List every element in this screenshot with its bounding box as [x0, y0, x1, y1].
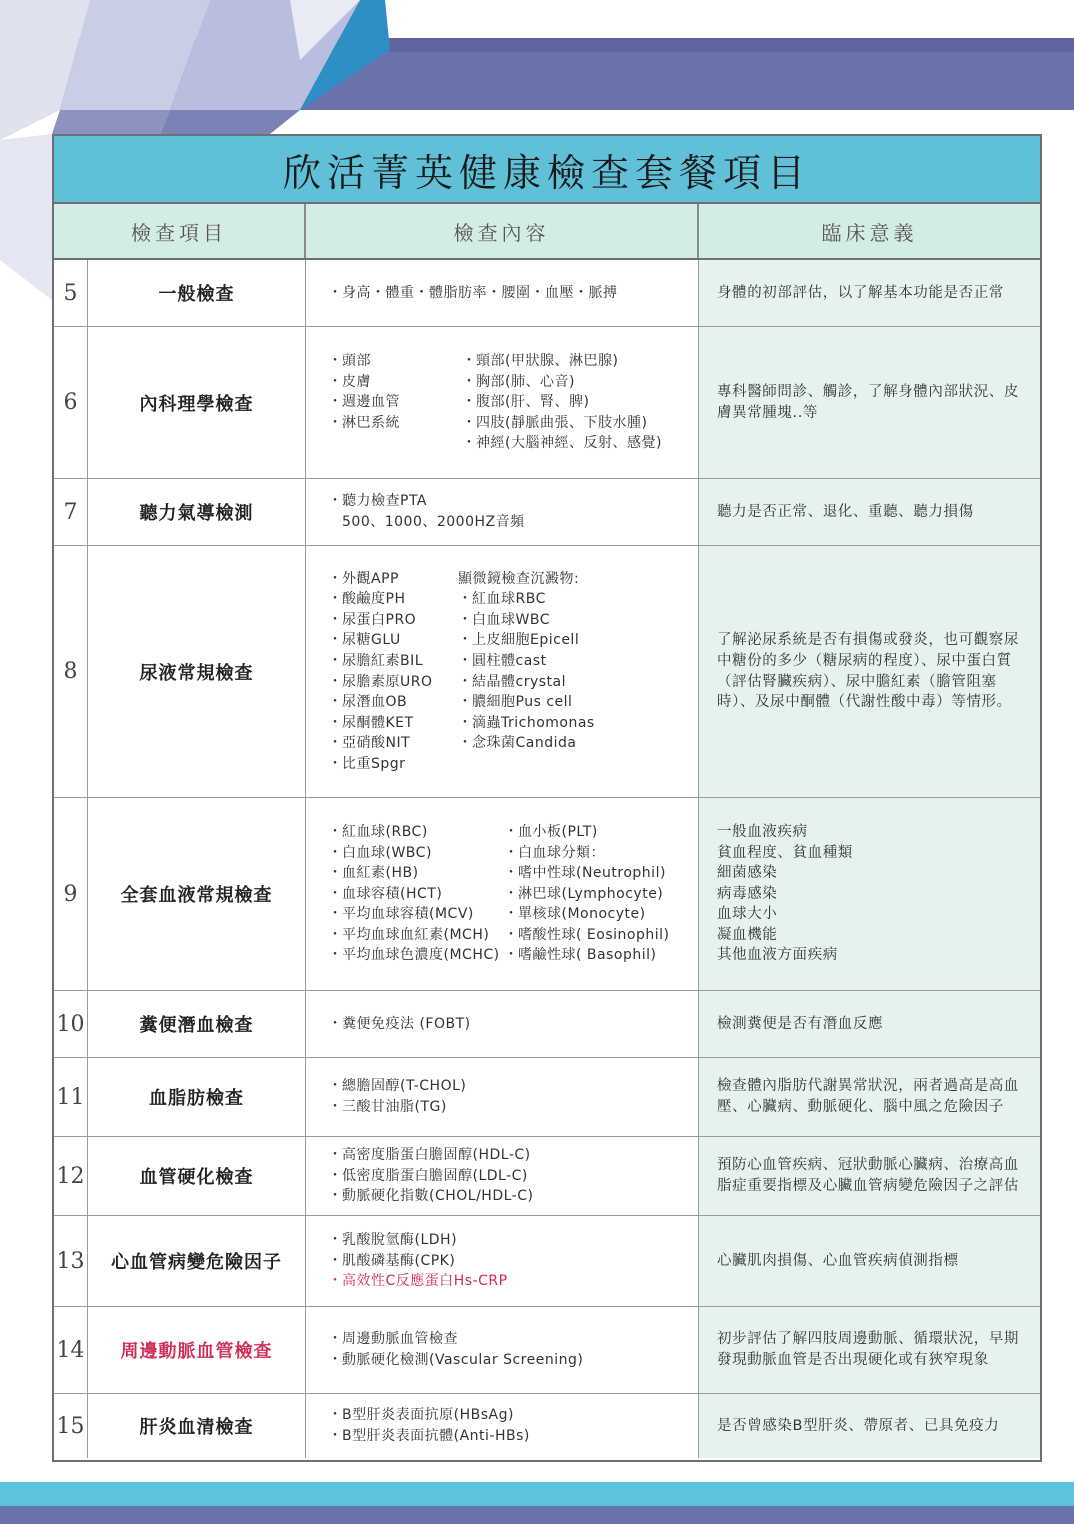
row-name: 心血管病變危險因子	[88, 1216, 306, 1306]
list-item: ・膿細胞Pus cell	[458, 694, 573, 711]
list-item: ・胸部(肺、心音)	[462, 373, 575, 390]
table-row	[54, 1307, 1040, 1394]
row-content	[306, 1394, 699, 1458]
list-item: ・亞硝酸NIT	[328, 735, 411, 752]
list-item: ・頭部	[328, 353, 371, 370]
table-row	[54, 1058, 1040, 1137]
list-item: ・身高・體重・體脂肪率・腰圍・血壓・脈搏	[328, 284, 618, 301]
list-item: ・淋巴系統	[328, 414, 400, 431]
list-item: ・尿膽素原URO	[328, 673, 433, 690]
list-item: ・平均血球色濃度(MCHC)	[328, 947, 500, 964]
facet-8	[52, 110, 170, 134]
content-list	[328, 1230, 508, 1292]
row-number: 10	[54, 991, 88, 1057]
list-item-continued: 500、1000、2000HZ音頻	[342, 514, 525, 530]
row-number: 6	[54, 327, 88, 478]
list-item: ・血球容積(HCT)	[328, 885, 443, 902]
row-content	[306, 798, 699, 990]
list-item: ・三酸甘油脂(TG)	[328, 1099, 447, 1115]
list-item: ・糞便免疫法 (FOBT)	[328, 1015, 471, 1032]
row-meaning: 專科醫師問診、觸診，了解身體內部狀況、皮膚異常腫塊..等	[699, 327, 1040, 478]
list-item: ・尿膽紅素BIL	[328, 652, 424, 669]
row-name: 尿液常規檢查	[88, 546, 306, 797]
list-item: ・平均血球血紅素(MCH)	[328, 926, 490, 943]
list-item: ・動脈硬化指數(CHOL/HDL-C)	[328, 1188, 534, 1205]
content-list	[328, 283, 618, 304]
list-item: ・圓柱體cast	[458, 652, 547, 669]
list-item: ・頸部(甲狀腺、淋巴腺)	[462, 353, 619, 370]
list-item: ・白血球分類：	[504, 844, 605, 861]
facet-6	[160, 110, 300, 134]
row-content	[306, 546, 699, 797]
list-item: ・尿蛋白PRO	[328, 611, 417, 628]
content-list	[328, 351, 462, 454]
header-item: 檢查項目	[54, 204, 306, 258]
list-item: ・嗜酸性球( Eosinophil)	[504, 926, 670, 943]
row-content	[306, 1307, 699, 1393]
bottom-band-dark	[0, 1506, 1074, 1524]
list-item: ・上皮細胞Epicell	[458, 632, 580, 649]
row-content	[306, 260, 699, 326]
row-name: 全套血液常規檢查	[88, 798, 306, 990]
content-list	[328, 822, 504, 966]
row-number: 14	[54, 1307, 88, 1393]
content-list	[328, 1405, 530, 1446]
list-item: ・B型肝炎表面抗體(Anti-HBs)	[328, 1428, 530, 1444]
list-item: ・尿糖GLU	[328, 632, 401, 649]
list-item: ・尿酮體KET	[328, 714, 414, 731]
row-meaning: 初步評估了解四肢周邊動脈、循環狀況，早期發現動脈血管是否出現硬化或有狹窄現象	[699, 1307, 1040, 1393]
list-item: ・總膽固醇(T-CHOL)	[328, 1078, 467, 1095]
list-item: ・肌酸磷基酶(CPK)	[328, 1252, 456, 1269]
row-content	[306, 479, 699, 545]
list-item: ・四肢(靜脈曲張、下肢水腫)	[462, 414, 648, 431]
row-name: 血脂肪檢查	[88, 1058, 306, 1136]
row-meaning	[699, 798, 1040, 990]
row-number: 5	[54, 260, 88, 326]
list-item-highlight: ・高效性C反應蛋白Hs-CRP	[328, 1273, 508, 1290]
list-item: ・周邊動脈血管檢查	[328, 1331, 458, 1348]
row-content	[306, 1058, 699, 1136]
list-item: ・血小板(PLT)	[504, 823, 598, 840]
row-meaning: 預防心血管疾病、冠狀動脈心臟病、治療高血脂症重要指標及心臟血管病變危險因子之評估	[699, 1137, 1040, 1215]
content-list	[328, 491, 525, 532]
table-row	[54, 1137, 1040, 1216]
row-meaning: 檢測糞便是否有潛血反應	[699, 991, 1040, 1057]
meaning-item: 病毒感染	[717, 885, 778, 902]
row-name: 糞便潛血檢查	[88, 991, 306, 1057]
table-header	[54, 204, 1040, 260]
row-name: 周邊動脈血管檢查	[88, 1307, 306, 1393]
table-row	[54, 479, 1040, 546]
list-item: ・嗜中性球(Neutrophil)	[504, 865, 666, 882]
list-item: ・低密度脂蛋白膽固醇(LDL-C)	[328, 1167, 528, 1184]
list-item: ・念珠菌Candida	[458, 735, 577, 752]
package-table	[52, 134, 1042, 1462]
list-item: ・紅血球RBC	[458, 591, 546, 608]
row-name: 肝炎血清檢查	[88, 1394, 306, 1458]
list-item: ・酸鹼度PH	[328, 591, 406, 608]
content-list	[328, 569, 458, 775]
list-item: ・腹部(肝、腎、脾)	[462, 394, 590, 411]
row-name: 一般檢查	[88, 260, 306, 326]
content-list	[462, 351, 662, 454]
list-item: ・週邊血管	[328, 394, 400, 411]
table-row	[54, 991, 1040, 1058]
list-item: ・白血球(WBC)	[328, 844, 432, 861]
meaning-item: 貧血程度、貧血種類	[717, 844, 853, 861]
content-list	[328, 1014, 471, 1035]
meaning-item: 凝血機能	[717, 926, 778, 943]
meaning-item: 細菌感染	[717, 865, 778, 882]
table-row	[54, 1394, 1040, 1458]
row-name: 血管硬化檢查	[88, 1137, 306, 1215]
row-meaning: 身體的初部評估，以了解基本功能是否正常	[699, 260, 1040, 326]
meaning-item: 一般血液疾病	[717, 823, 808, 840]
table-row	[54, 798, 1040, 991]
table-row	[54, 260, 1040, 327]
list-item: ・嗜鹼性球( Basophil)	[504, 947, 657, 964]
row-name: 聽力氣導檢測	[88, 479, 306, 545]
content-list	[504, 822, 669, 966]
header-meaning: 臨床意義	[821, 220, 918, 245]
list-item: ・外觀APP	[328, 570, 399, 587]
row-number: 8	[54, 546, 88, 797]
row-number: 12	[54, 1137, 88, 1215]
list-item: ・動脈硬化檢測(Vascular Screening)	[328, 1352, 584, 1368]
row-meaning: 聽力是否正常、退化、重聽、聽力損傷	[699, 479, 1040, 545]
content-list	[328, 1329, 583, 1370]
page-title: 欣活菁英健康檢查套餐項目	[282, 150, 811, 195]
facet-7	[0, 134, 52, 300]
row-meaning: 是否曾感染B型肝炎、帶原者、已具免疫力	[699, 1394, 1040, 1458]
list-item: ・聽力檢查PTA	[328, 493, 427, 510]
content-list	[328, 1076, 466, 1117]
content-list	[458, 569, 595, 754]
list-item: ・平均血球容積(MCV)	[328, 906, 474, 923]
list-item: ・尿潛血OB	[328, 694, 408, 711]
row-number: 13	[54, 1216, 88, 1306]
row-content	[306, 327, 699, 478]
row-content	[306, 1137, 699, 1215]
list-item: ・高密度脂蛋白膽固醇(HDL-C)	[328, 1147, 531, 1164]
meaning-item: 血球大小	[717, 906, 778, 923]
meaning-list	[717, 822, 853, 966]
row-name: 內科理學檢查	[88, 327, 306, 478]
table-row	[54, 327, 1040, 479]
row-number: 9	[54, 798, 88, 990]
list-heading: 顯微鏡檢查沉澱物:	[458, 570, 580, 587]
meaning-item: 其他血液方面疾病	[717, 947, 838, 964]
list-item: ・B型肝炎表面抗原(HBsAg)	[328, 1407, 514, 1424]
list-item: ・結晶體crystal	[458, 673, 566, 690]
row-meaning: 了解泌尿系統是否有損傷或發炎，也可觀察尿中糖份的多少（糖尿病的程度）、尿中蛋白質（評估腎臟疾病）、尿中膽紅素（膽管阻塞時）、及尿中酮體（代謝性酸中毒）等情形。	[699, 546, 1040, 797]
content-list	[328, 1145, 533, 1207]
header-content: 檢查內容	[306, 204, 699, 258]
list-item: ・乳酸脫氫酶(LDH)	[328, 1232, 458, 1249]
row-content	[306, 1216, 699, 1306]
list-item: ・血紅素(HB)	[328, 865, 419, 882]
list-item: ・白血球WBC	[458, 611, 550, 628]
list-item: ・滴蟲Trichomonas	[458, 714, 595, 731]
row-number: 11	[54, 1058, 88, 1136]
table-row	[54, 546, 1040, 798]
row-meaning: 心臟肌肉損傷、心血管疾病偵測指標	[699, 1216, 1040, 1306]
row-number: 7	[54, 479, 88, 545]
bottom-band-light	[0, 1482, 1074, 1506]
list-item: ・比重Spgr	[328, 755, 406, 772]
list-item: ・皮膚	[328, 373, 371, 390]
list-item: ・神經(大腦神經、反射、感覺)	[462, 435, 662, 452]
table-row	[54, 1216, 1040, 1307]
list-item: ・淋巴球(Lymphocyte)	[504, 885, 664, 902]
title-bar	[54, 136, 1040, 204]
row-content	[306, 991, 699, 1057]
row-meaning: 檢查體內脂肪代謝異常狀況，兩者過高是高血壓、心臟病、動脈硬化、腦中風之危險因子	[699, 1058, 1040, 1136]
list-item: ・單核球(Monocyte)	[504, 906, 646, 923]
list-item: ・紅血球(RBC)	[328, 823, 428, 840]
row-number: 15	[54, 1394, 88, 1458]
